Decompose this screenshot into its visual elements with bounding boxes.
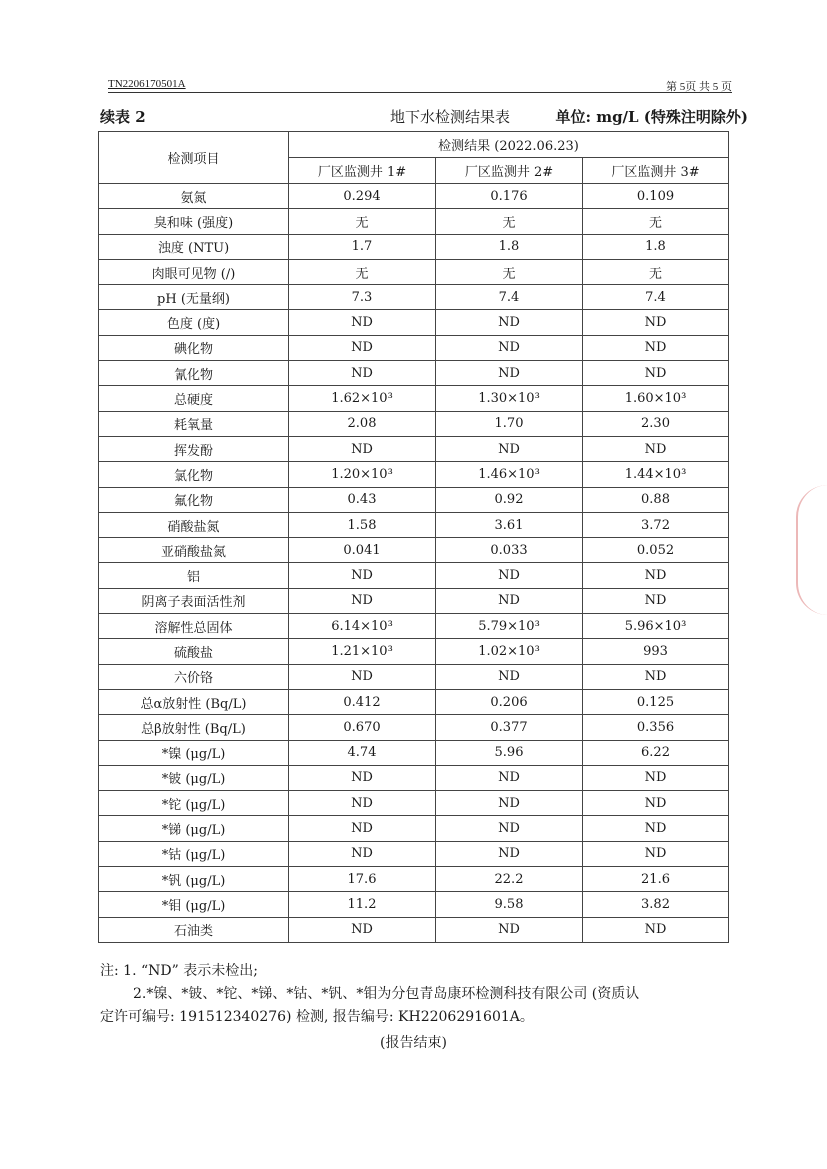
value-cell-well-2: 0.377: [436, 715, 583, 740]
value-cell-well-1: 6.14×10³: [289, 614, 436, 639]
item-cell: 氟化物: [99, 487, 289, 512]
table-row: [99, 259, 729, 284]
table-row: [99, 386, 729, 411]
table-row: [99, 209, 729, 234]
table-row: [99, 512, 729, 537]
item-cell: *锑 (μg/L): [99, 816, 289, 841]
table-row: [99, 841, 729, 866]
table-row: [99, 487, 729, 512]
value-cell-well-1: ND: [289, 917, 436, 942]
value-cell-well-1: 17.6: [289, 867, 436, 892]
value-cell-well-2: ND: [436, 563, 583, 588]
value-cell-well-1: ND: [289, 816, 436, 841]
value-cell-well-1: 2.08: [289, 411, 436, 436]
value-cell-well-3: 993: [583, 639, 729, 664]
table-row: [99, 614, 729, 639]
value-cell-well-1: 0.670: [289, 715, 436, 740]
value-cell-well-1: ND: [289, 436, 436, 461]
value-cell-well-1: ND: [289, 563, 436, 588]
item-cell: 浊度 (NTU): [99, 234, 289, 259]
value-cell-well-3: 0.109: [583, 184, 729, 209]
table-row: [99, 664, 729, 689]
value-cell-well-1: ND: [289, 310, 436, 335]
item-cell: *镍 (μg/L): [99, 740, 289, 765]
value-cell-well-1: ND: [289, 791, 436, 816]
value-cell-well-2: ND: [436, 361, 583, 386]
value-cell-well-3: ND: [583, 436, 729, 461]
item-cell: 臭和味 (强度): [99, 209, 289, 234]
value-cell-well-2: ND: [436, 841, 583, 866]
page-header: [108, 78, 732, 93]
item-cell: 挥发酚: [99, 436, 289, 461]
value-cell-well-1: ND: [289, 664, 436, 689]
table-row: [99, 816, 729, 841]
value-cell-well-1: 0.412: [289, 689, 436, 714]
item-cell: *钒 (μg/L): [99, 867, 289, 892]
item-cell: 碘化物: [99, 335, 289, 360]
value-cell-well-1: ND: [289, 361, 436, 386]
table-row: [99, 892, 729, 917]
value-cell-well-1: ND: [289, 335, 436, 360]
value-cell-well-3: ND: [583, 841, 729, 866]
value-cell-well-1: 4.74: [289, 740, 436, 765]
value-cell-well-3: 1.44×10³: [583, 462, 729, 487]
value-cell-well-2: 9.58: [436, 892, 583, 917]
value-cell-well-3: ND: [583, 563, 729, 588]
table-row: [99, 361, 729, 386]
value-cell-well-2: ND: [436, 791, 583, 816]
seal-stamp: [796, 485, 827, 615]
value-cell-well-2: ND: [436, 765, 583, 790]
item-cell: *钴 (μg/L): [99, 841, 289, 866]
value-cell-well-2: ND: [436, 335, 583, 360]
table-row: [99, 538, 729, 563]
item-cell: 肉眼可见物 (/): [99, 259, 289, 284]
value-cell-well-1: 0.294: [289, 184, 436, 209]
value-cell-well-3: ND: [583, 816, 729, 841]
value-cell-well-2: 7.4: [436, 285, 583, 310]
item-cell: 六价铬: [99, 664, 289, 689]
value-cell-well-2: 无: [436, 209, 583, 234]
table-row: [99, 791, 729, 816]
value-cell-well-3: 5.96×10³: [583, 614, 729, 639]
value-cell-well-1: 0.041: [289, 538, 436, 563]
value-cell-well-1: 1.62×10³: [289, 386, 436, 411]
item-cell: 溶解性总固体: [99, 614, 289, 639]
item-cell: 硫酸盐: [99, 639, 289, 664]
continued-table-label: 续表 2: [100, 108, 146, 126]
table-row: [99, 639, 729, 664]
item-cell: 总α放射性 (Bq/L): [99, 689, 289, 714]
item-cell: 总硬度: [99, 386, 289, 411]
value-cell-well-1: 1.7: [289, 234, 436, 259]
value-cell-well-3: 1.60×10³: [583, 386, 729, 411]
value-cell-well-3: 2.30: [583, 411, 729, 436]
item-cell: *铍 (μg/L): [99, 765, 289, 790]
value-cell-well-3: 0.125: [583, 689, 729, 714]
notes: [100, 960, 750, 1029]
value-cell-well-1: 11.2: [289, 892, 436, 917]
value-cell-well-2: 22.2: [436, 867, 583, 892]
value-cell-well-3: 无: [583, 209, 729, 234]
value-cell-well-2: 0.206: [436, 689, 583, 714]
title-row: [100, 106, 748, 126]
value-cell-well-3: ND: [583, 335, 729, 360]
value-cell-well-2: 无: [436, 259, 583, 284]
note-line-3: 定许可编号: 191512340276) 检测, 报告编号: KH2206291601A。: [100, 1009, 534, 1025]
table-row: [99, 436, 729, 461]
value-cell-well-3: 无: [583, 259, 729, 284]
value-cell-well-2: ND: [436, 436, 583, 461]
unit-label: 单位: mg/L (特殊注明除外): [555, 108, 748, 126]
value-cell-well-2: 0.176: [436, 184, 583, 209]
value-cell-well-1: 无: [289, 209, 436, 234]
item-column-header: 检测项目: [99, 132, 289, 184]
item-cell: *铊 (μg/L): [99, 791, 289, 816]
value-cell-well-1: ND: [289, 765, 436, 790]
value-cell-well-2: 1.46×10³: [436, 462, 583, 487]
value-cell-well-1: ND: [289, 841, 436, 866]
report-number: TN2206170501A: [108, 78, 186, 90]
table-row: [99, 917, 729, 942]
value-cell-well-3: ND: [583, 310, 729, 335]
well-1-header: 厂区监测井 1#: [289, 158, 436, 184]
table-title: 地下水检测结果表: [390, 108, 511, 126]
table-row: [99, 335, 729, 360]
value-cell-well-2: 0.92: [436, 487, 583, 512]
item-cell: 石油类: [99, 917, 289, 942]
note-line-2: 2.*镍、*铍、*铊、*锑、*钴、*钒、*钼为分包青岛康环检测科技有限公司 (资质认: [133, 986, 640, 1002]
item-cell: pH (无量纲): [99, 285, 289, 310]
table-row: [99, 715, 729, 740]
value-cell-well-2: ND: [436, 588, 583, 613]
value-cell-well-1: 7.3: [289, 285, 436, 310]
table-row: [99, 740, 729, 765]
table-row: [99, 234, 729, 259]
table-header-row: [99, 132, 729, 158]
value-cell-well-2: ND: [436, 917, 583, 942]
value-cell-well-3: ND: [583, 361, 729, 386]
value-cell-well-2: 5.79×10³: [436, 614, 583, 639]
results-table: [98, 131, 729, 943]
value-cell-well-1: 0.43: [289, 487, 436, 512]
item-cell: 阴离子表面活性剂: [99, 588, 289, 613]
item-cell: *钼 (μg/L): [99, 892, 289, 917]
item-cell: 硝酸盐氮: [99, 512, 289, 537]
table-row: [99, 310, 729, 335]
item-cell: 氯化物: [99, 462, 289, 487]
item-cell: 铝: [99, 563, 289, 588]
well-3-header: 厂区监测井 3#: [583, 158, 729, 184]
value-cell-well-2: ND: [436, 816, 583, 841]
value-cell-well-1: 1.20×10³: [289, 462, 436, 487]
table-row: [99, 765, 729, 790]
item-cell: 耗氧量: [99, 411, 289, 436]
value-cell-well-3: 3.72: [583, 512, 729, 537]
value-cell-well-2: 1.02×10³: [436, 639, 583, 664]
value-cell-well-2: 3.61: [436, 512, 583, 537]
table-row: [99, 588, 729, 613]
report-end: (报告结束): [380, 1035, 447, 1051]
item-cell: 色度 (度): [99, 310, 289, 335]
value-cell-well-2: 1.8: [436, 234, 583, 259]
table-row: [99, 689, 729, 714]
value-cell-well-3: 6.22: [583, 740, 729, 765]
value-cell-well-3: 0.356: [583, 715, 729, 740]
value-cell-well-2: 5.96: [436, 740, 583, 765]
table-row: [99, 411, 729, 436]
result-date-header: 检测结果 (2022.06.23): [289, 132, 729, 158]
results-body: [99, 184, 729, 943]
value-cell-well-2: 0.033: [436, 538, 583, 563]
value-cell-well-2: 1.30×10³: [436, 386, 583, 411]
value-cell-well-1: 1.58: [289, 512, 436, 537]
value-cell-well-3: 7.4: [583, 285, 729, 310]
page-info: 第 5页 共 5 页: [666, 81, 732, 93]
item-cell: 氨氮: [99, 184, 289, 209]
table-row: [99, 285, 729, 310]
item-cell: 氰化物: [99, 361, 289, 386]
item-cell: 亚硝酸盐氮: [99, 538, 289, 563]
value-cell-well-3: ND: [583, 588, 729, 613]
value-cell-well-2: ND: [436, 664, 583, 689]
table-row: [99, 563, 729, 588]
value-cell-well-3: 21.6: [583, 867, 729, 892]
value-cell-well-1: 1.21×10³: [289, 639, 436, 664]
table-row: [99, 867, 729, 892]
table-row: [99, 462, 729, 487]
value-cell-well-1: ND: [289, 588, 436, 613]
value-cell-well-1: 无: [289, 259, 436, 284]
value-cell-well-3: ND: [583, 664, 729, 689]
value-cell-well-3: ND: [583, 765, 729, 790]
value-cell-well-3: 0.052: [583, 538, 729, 563]
value-cell-well-3: ND: [583, 791, 729, 816]
value-cell-well-2: 1.70: [436, 411, 583, 436]
well-2-header: 厂区监测井 2#: [436, 158, 583, 184]
value-cell-well-3: 3.82: [583, 892, 729, 917]
value-cell-well-3: 1.8: [583, 234, 729, 259]
item-cell: 总β放射性 (Bq/L): [99, 715, 289, 740]
value-cell-well-3: ND: [583, 917, 729, 942]
value-cell-well-2: ND: [436, 310, 583, 335]
value-cell-well-3: 0.88: [583, 487, 729, 512]
note-line-1: 注: 1. “ND” 表示未检出;: [100, 963, 258, 979]
table-row: [99, 184, 729, 209]
